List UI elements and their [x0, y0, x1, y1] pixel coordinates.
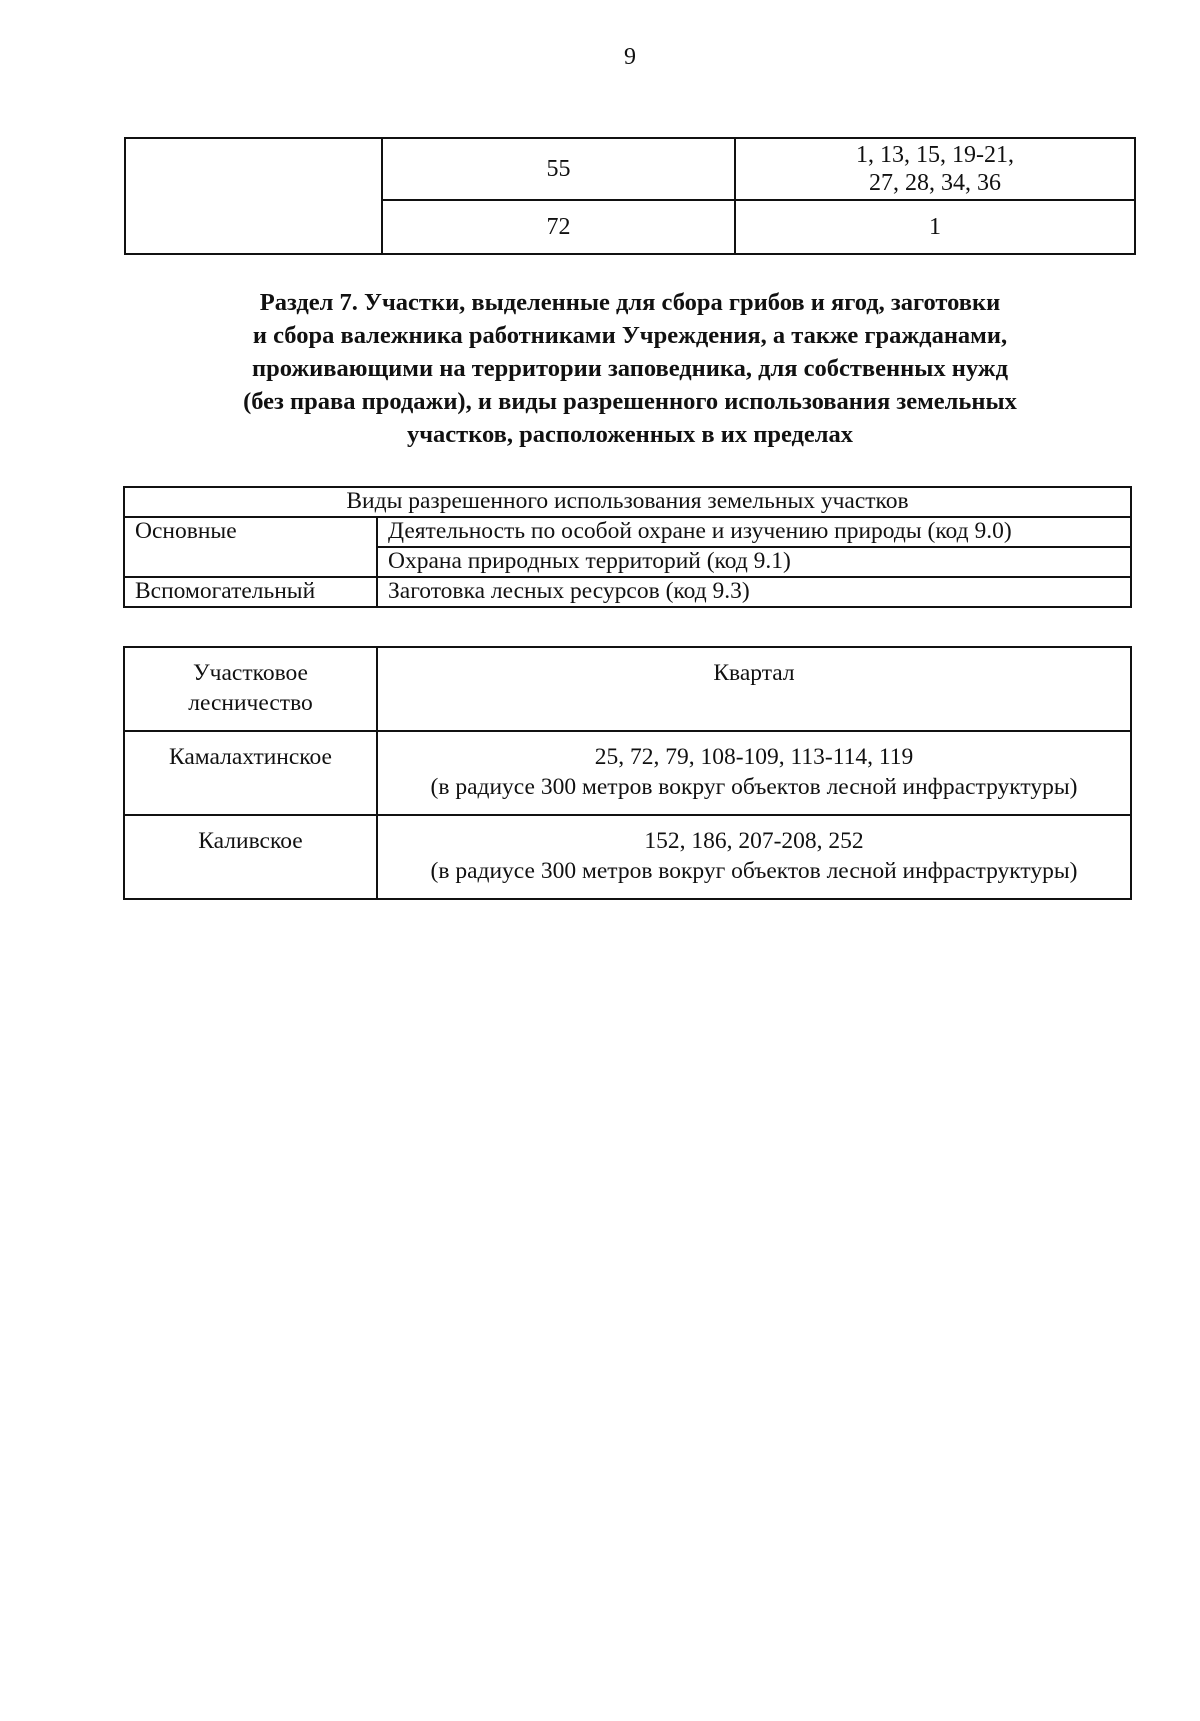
continuation-table — [124, 137, 1136, 255]
quarter-numbers: 152, 186, 207-208, 252 — [644, 828, 864, 854]
quarter-list — [377, 731, 1131, 815]
quarter-list — [377, 815, 1131, 899]
forestry-quarters-table — [123, 646, 1132, 900]
forestry-header-line: Участковое — [193, 660, 308, 686]
forestry-name: Каливское — [124, 815, 377, 899]
aux-uses-label: Вспомогательный — [124, 577, 377, 607]
quarter-note: (в радиусе 300 метров вокруг объектов лесной инфраструктуры) — [430, 858, 1078, 884]
forestry-header — [124, 647, 377, 731]
aux-use-item: Заготовка лесных ресурсов (код 9.3) — [377, 577, 1131, 607]
main-use-item: Деятельность по особой охране и изучению природы (код 9.0) — [377, 517, 1131, 547]
sections-cell — [735, 138, 1135, 200]
heading-line: (без права продажи), и виды разрешенного использования земельных — [243, 388, 1017, 415]
table-row — [124, 517, 1131, 547]
quarter-numbers: 25, 72, 79, 108-109, 113-114, 119 — [594, 744, 914, 770]
table-row — [124, 577, 1131, 607]
permitted-uses-table — [123, 486, 1132, 608]
quarter-header: Квартал — [377, 647, 1131, 731]
forestry-name: Камалахтинское — [124, 731, 377, 815]
section-heading — [150, 286, 1110, 451]
heading-line: проживающими на территории заповедника, для собственных нужд — [252, 355, 1008, 382]
quarter-cell: 55 — [382, 138, 735, 200]
empty-cell — [125, 138, 382, 254]
table-row — [124, 815, 1131, 899]
uses-header: Виды разрешенного использования земельных участков — [124, 487, 1131, 517]
main-use-item: Охрана природных территорий (код 9.1) — [377, 547, 1131, 577]
main-uses-label: Основные — [124, 517, 377, 577]
forestry-header-line: лесничество — [188, 690, 313, 716]
heading-line: участков, расположенных в их пределах — [406, 421, 854, 448]
heading-line: Раздел 7. Участки, выделенные для сбора грибов и ягод, заготовки — [259, 289, 1001, 316]
sections-line: 27, 28, 34, 36 — [869, 170, 1001, 196]
quarter-note: (в радиусе 300 метров вокруг объектов лесной инфраструктуры) — [430, 774, 1078, 800]
sections-line: 1, 13, 15, 19-21, — [856, 142, 1014, 168]
quarter-cell: 72 — [382, 200, 735, 254]
table-row — [124, 731, 1131, 815]
table-row — [125, 138, 1135, 200]
table-row — [124, 487, 1131, 517]
sections-cell: 1 — [735, 200, 1135, 254]
heading-line: и сбора валежника работниками Учреждения, а также гражданами, — [252, 322, 1008, 349]
page-number: 9 — [624, 44, 636, 70]
table-header-row — [124, 647, 1131, 731]
